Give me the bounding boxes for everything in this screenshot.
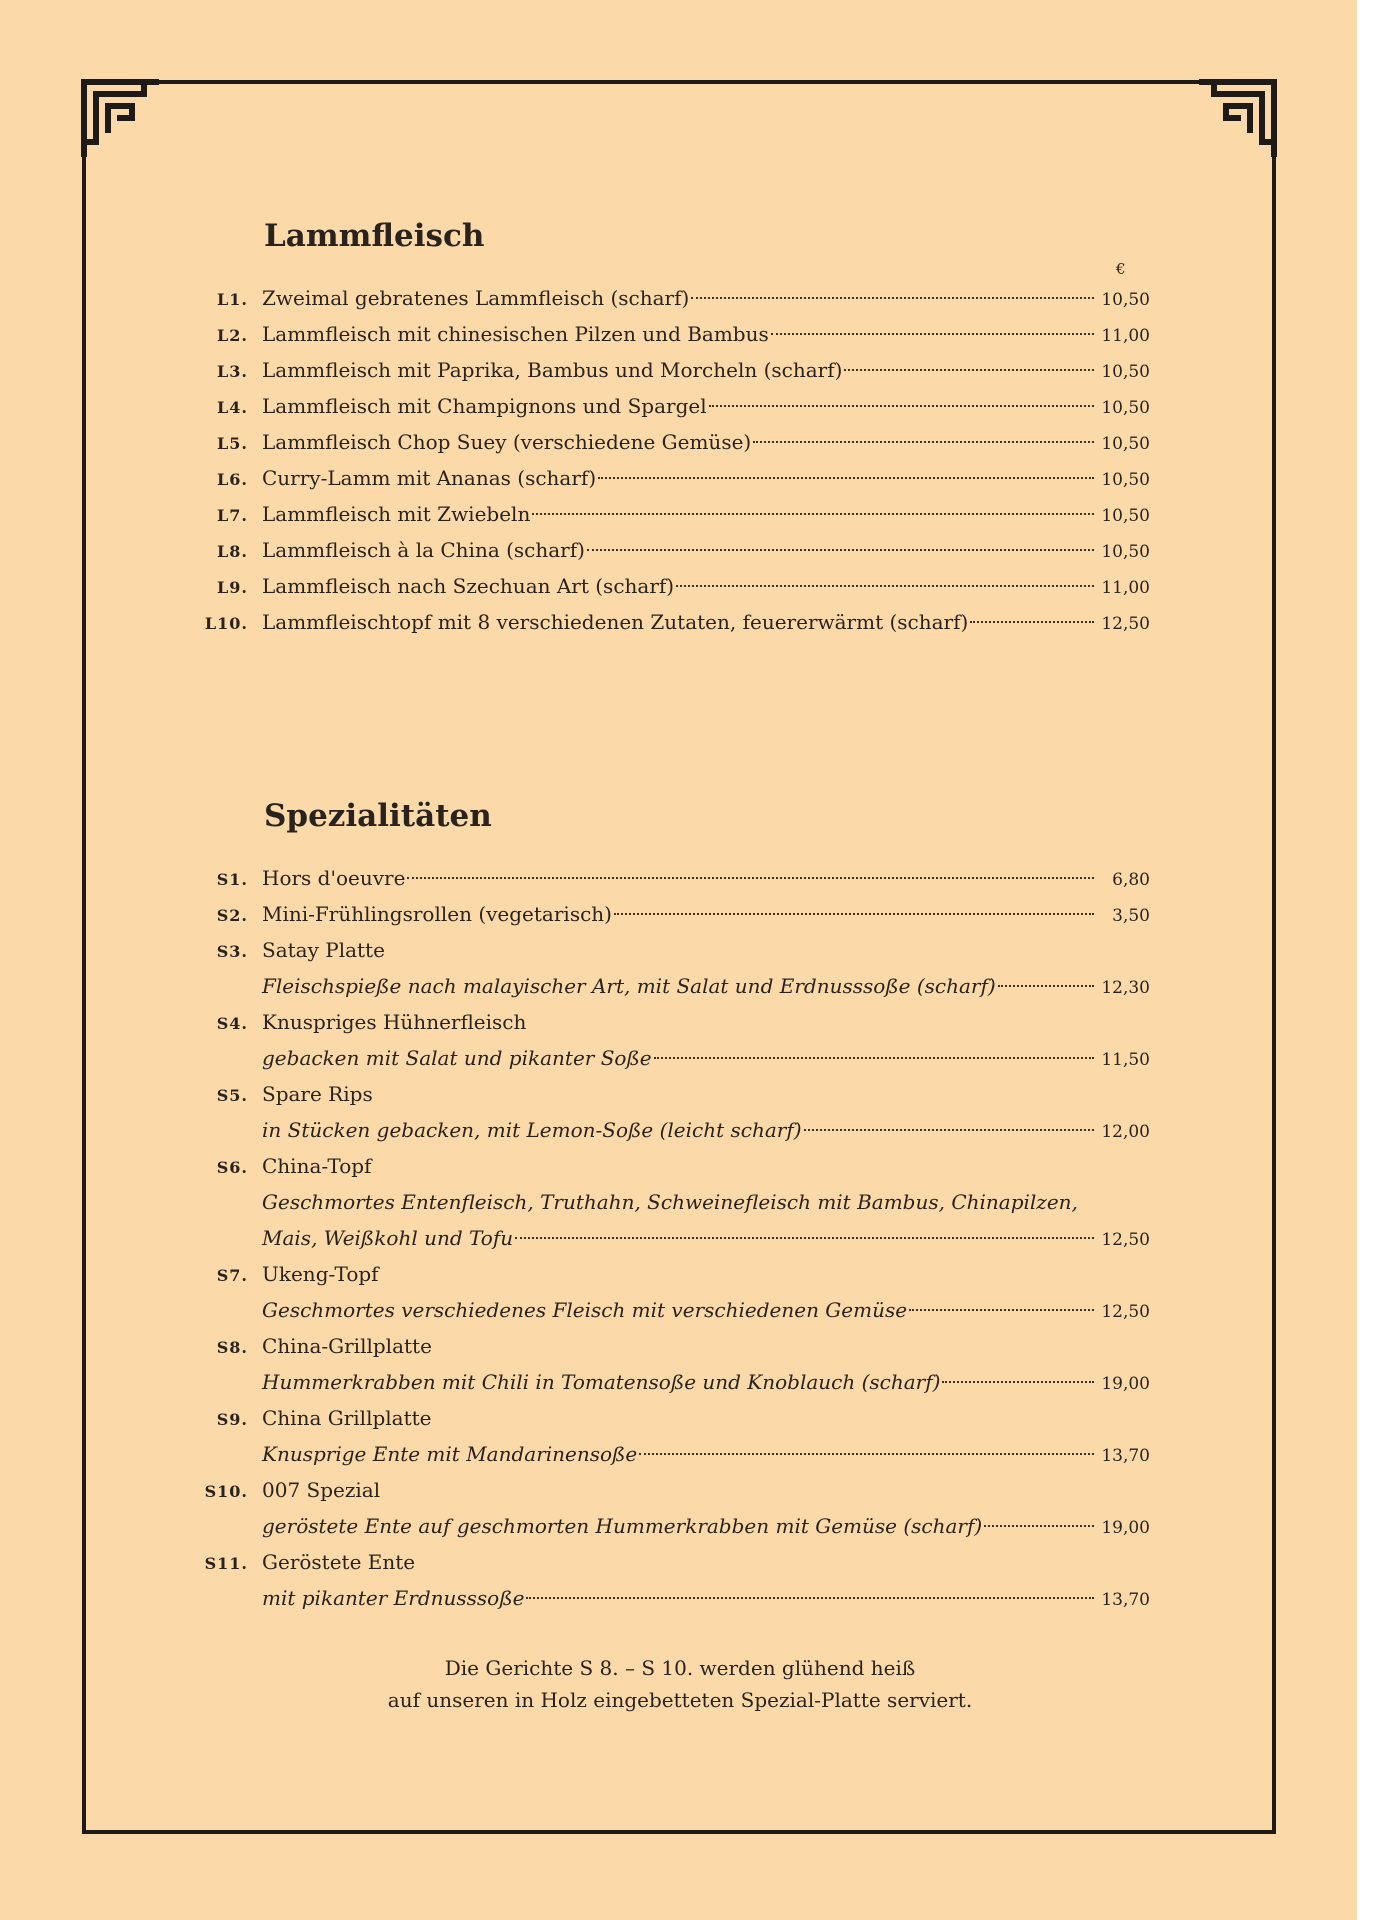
item-name: China Grillplatte [262, 1406, 432, 1430]
item-code: L7. [217, 506, 248, 525]
item-code: L5. [217, 434, 248, 453]
menu-item [200, 896, 1150, 932]
dot-leader [771, 331, 1094, 335]
menu-item [200, 424, 1150, 460]
item-code: L10. [204, 614, 248, 633]
item-price: 13,70 [1101, 1590, 1150, 1610]
item-price: 12,00 [1101, 1122, 1150, 1142]
item-code: L3. [217, 362, 248, 381]
item-code: L8. [217, 542, 248, 561]
item-name: Mini-Frühlingsrollen (vegetarisch) [262, 902, 612, 926]
item-price: 12,50 [1101, 614, 1150, 634]
item-price: 10,50 [1101, 290, 1150, 310]
item-name: Zweimal gebratenes Lammfleisch (scharf) [262, 286, 690, 310]
item-description-row [200, 1112, 1150, 1148]
item-price: 12,30 [1101, 978, 1150, 998]
item-price: 11,00 [1101, 326, 1150, 346]
menu-item [200, 388, 1150, 424]
item-price: 19,00 [1101, 1518, 1150, 1538]
dot-leader [998, 983, 1094, 987]
item-code: L2. [217, 326, 248, 345]
item-code: S4. [216, 1014, 248, 1033]
dot-leader [598, 475, 1094, 479]
menu-item [200, 1472, 1150, 1508]
item-price: 10,50 [1101, 506, 1150, 526]
item-code: S9. [216, 1410, 248, 1429]
serving-note [300, 1652, 1060, 1716]
item-description: in Stücken gebacken, mit Lemon-Soße (leicht scharf) [262, 1118, 802, 1142]
menu-item [200, 568, 1150, 604]
item-name: Lammfleisch mit chinesischen Pilzen und Bambus [262, 322, 769, 346]
item-description-row [200, 1508, 1150, 1544]
item-code: S6. [216, 1158, 248, 1177]
item-name: Spare Rips [262, 1082, 373, 1106]
menu-item [200, 280, 1150, 316]
item-name: Ukeng-Topf [262, 1262, 379, 1286]
dot-leader [804, 1127, 1094, 1131]
item-description: Fleischspieße nach malayischer Art, mit Salat und Erdnusssoße (scharf) [262, 974, 996, 998]
dot-leader [654, 1055, 1094, 1059]
item-code: S2. [216, 906, 248, 925]
item-description-row [200, 1220, 1150, 1256]
dot-leader [844, 367, 1094, 371]
dot-leader [532, 511, 1094, 515]
menu-item [200, 932, 1150, 968]
item-price: 10,50 [1101, 434, 1150, 454]
item-description: Mais, Weißkohl und Tofu [262, 1226, 514, 1250]
item-code: L1. [217, 290, 248, 309]
item-description: geröstete Ente auf geschmorten Hummerkrabben mit Gemüse (scharf) [262, 1514, 983, 1538]
item-price: 10,50 [1101, 542, 1150, 562]
item-price: 12,50 [1101, 1230, 1150, 1250]
item-name: Curry-Lamm mit Ananas (scharf) [262, 466, 597, 490]
item-name: Lammfleisch nach Szechuan Art (scharf) [262, 574, 675, 598]
dot-leader [639, 1451, 1094, 1455]
item-name: China-Topf [262, 1154, 372, 1178]
item-name: Lammfleisch mit Zwiebeln [262, 502, 531, 526]
item-description: Knusprige Ente mit Mandarinensoße [262, 1442, 638, 1466]
item-price: 3,50 [1112, 906, 1150, 926]
dot-leader [970, 619, 1094, 623]
item-code: S5. [216, 1086, 248, 1105]
dot-leader [984, 1523, 1094, 1527]
item-description-row [200, 1184, 1150, 1220]
item-description: mit pikanter Erdnusssoße [262, 1586, 525, 1610]
item-price: 10,50 [1101, 362, 1150, 382]
item-name: 007 Spezial [262, 1478, 381, 1502]
item-description: Geschmortes verschiedenes Fleisch mit verschiedenen Gemüse [262, 1298, 908, 1322]
menu-item [200, 1004, 1150, 1040]
item-description-row [200, 1580, 1150, 1616]
dot-leader [515, 1235, 1094, 1239]
dot-leader [709, 403, 1094, 407]
dot-leader [614, 911, 1094, 915]
menu-item [200, 1256, 1150, 1292]
item-name: Lammfleisch mit Champignons und Spargel [262, 394, 707, 418]
serving-note-line: Die Gerichte S 8. – S 10. werden glühend heiß [444, 1656, 916, 1680]
item-description-row [200, 1040, 1150, 1076]
item-price: 6,80 [1112, 870, 1150, 890]
menu-item [200, 316, 1150, 352]
item-code: S10. [204, 1482, 248, 1501]
item-price: 12,50 [1101, 1302, 1150, 1322]
menu-item [200, 352, 1150, 388]
item-code: S1. [216, 870, 248, 889]
currency-symbol: € [1116, 260, 1126, 278]
item-price: 10,50 [1101, 398, 1150, 418]
item-code: S8. [216, 1338, 248, 1357]
item-name: Lammfleisch Chop Suey (verschiedene Gemüse) [262, 430, 752, 454]
menu-item [200, 1544, 1150, 1580]
item-description: gebacken mit Salat und pikanter Soße [262, 1046, 652, 1070]
item-code: S7. [216, 1266, 248, 1285]
dot-leader [526, 1595, 1094, 1599]
item-description: Geschmortes Entenfleisch, Truthahn, Schweinefleisch mit Bambus, Chinapilzen, [262, 1190, 1078, 1214]
item-description-row [200, 968, 1150, 1004]
item-name: Lammfleischtopf mit 8 verschiedenen Zutaten, feuererwärmt (scharf) [262, 610, 969, 634]
dot-leader [942, 1379, 1094, 1383]
dot-leader [407, 875, 1094, 879]
item-description-row [200, 1436, 1150, 1472]
menu-item [200, 1400, 1150, 1436]
menu-item [200, 860, 1150, 896]
menu-item [200, 1076, 1150, 1112]
dot-leader [909, 1307, 1094, 1311]
menu-item [200, 604, 1150, 640]
item-code: S11. [204, 1554, 248, 1573]
menu-item [200, 1328, 1150, 1364]
dot-leader [676, 583, 1094, 587]
menu-item [200, 496, 1150, 532]
item-price: 11,00 [1101, 578, 1150, 598]
item-price: 11,50 [1101, 1050, 1150, 1070]
dot-leader [753, 439, 1094, 443]
serving-note-line: auf unseren in Holz eingebetteten Spezial-Platte serviert. [387, 1688, 973, 1712]
item-name: China-Grillplatte [262, 1334, 432, 1358]
item-description-row [200, 1364, 1150, 1400]
section-title-lamb: Lammfleisch [264, 218, 485, 254]
menu-item [200, 460, 1150, 496]
item-description: Hummerkrabben mit Chili in Tomatensoße und Knoblauch (scharf) [262, 1370, 941, 1394]
item-name: Knuspriges Hühnerfleisch [262, 1010, 527, 1034]
item-name: Hors d'oeuvre [262, 866, 406, 890]
item-name: Lammfleisch mit Paprika, Bambus und Morcheln (scharf) [262, 358, 843, 382]
item-name: Lammfleisch à la China (scharf) [262, 538, 585, 562]
item-code: L9. [217, 578, 248, 597]
item-code: L6. [217, 470, 248, 489]
item-price: 19,00 [1101, 1374, 1150, 1394]
item-price: 10,50 [1101, 470, 1150, 490]
item-description-row [200, 1292, 1150, 1328]
dot-leader [587, 547, 1094, 551]
item-code: L4. [217, 398, 248, 417]
menu-item [200, 532, 1150, 568]
item-price: 13,70 [1101, 1446, 1150, 1466]
item-name: Geröstete Ente [262, 1550, 416, 1574]
item-name: Satay Platte [262, 938, 385, 962]
item-code: S3. [216, 942, 248, 961]
section-title-specials: Spezialitäten [264, 798, 492, 834]
dot-leader [691, 295, 1094, 299]
menu-item [200, 1148, 1150, 1184]
